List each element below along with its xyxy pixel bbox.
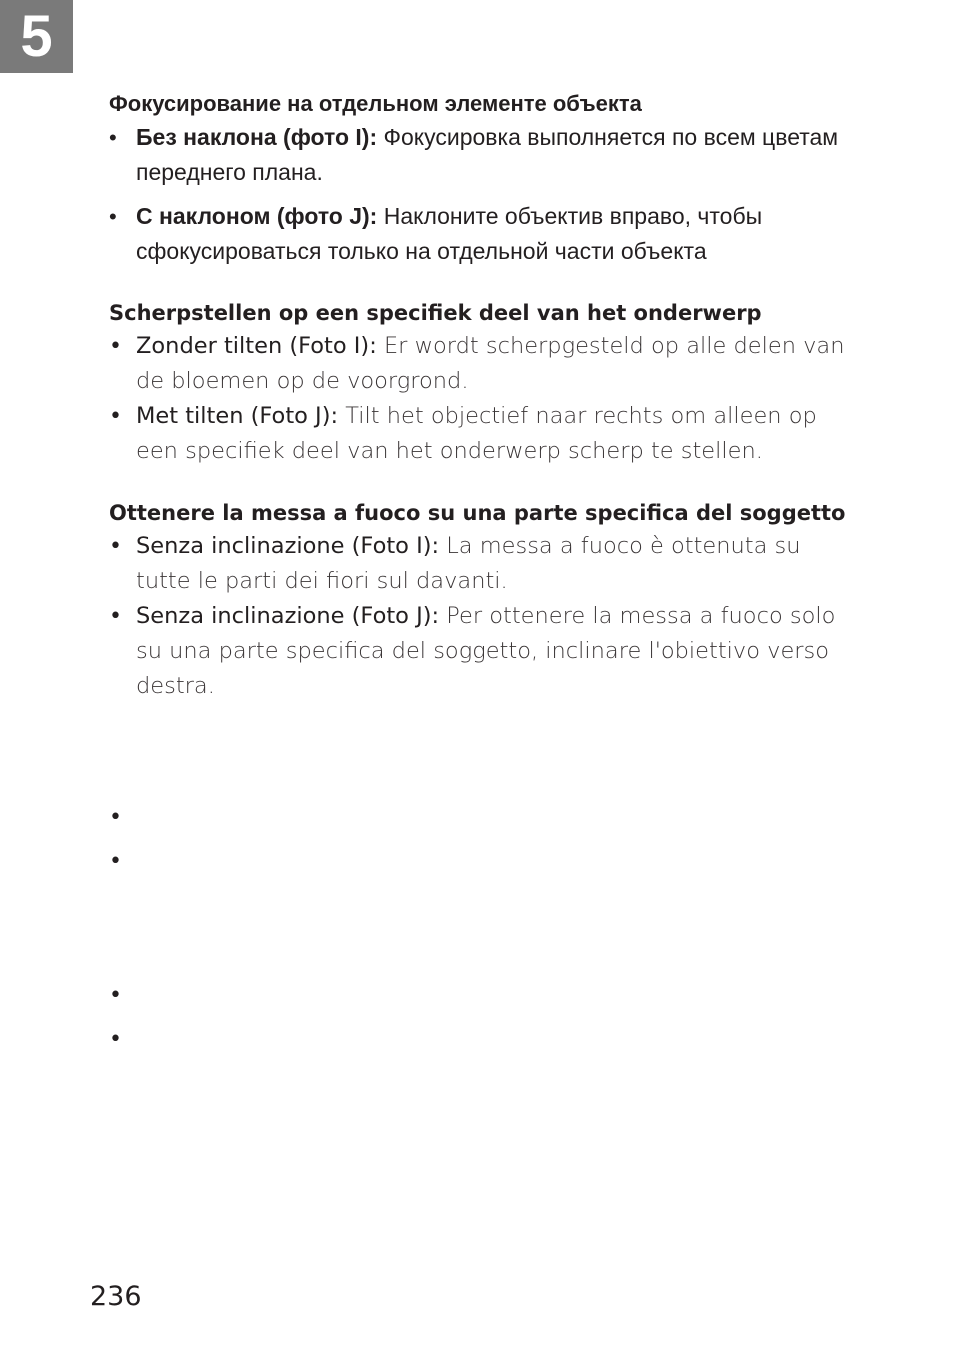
bullet-list [109,120,854,269]
bullet-list [109,329,854,469]
chapter-tab: 5 [0,0,73,73]
item-desc: Наклоните объектив вправо, чтобы сфокусироваться только на отдельной части объекта [136,203,763,264]
list-item [109,329,854,399]
item-desc: La messa a fuoco è ottenuta su tutte le parti dei fiori sul davanti. [136,533,801,594]
list-item [109,120,854,190]
empty-bullet: • [109,849,122,874]
item-term: Без наклона (фото I): [136,124,378,150]
item-term: Met tilten (Foto J): [136,403,339,429]
item-term: Senza inclinazione (Foto J): [136,603,440,629]
section-russian [109,88,854,269]
item-term: Senza inclinazione (Foto I): [136,533,440,559]
section-heading: Scherpstellen op een specifiek deel van het onderwerp [109,301,762,325]
item-desc: Er wordt scherpgesteld op alle delen van de bloemen op de voorgrond. [136,333,845,394]
page-number: 236 [90,1281,142,1312]
item-term: С наклоном (фото J): [136,203,378,229]
item-desc: Per ottenere la messa a fuoco solo su una parte specifica del soggetto, inclinare l'obiettivo verso destra. [136,603,836,699]
item-desc: Фокусировка выполняется по всем цветам переднего плана. [136,124,839,185]
empty-bullet: • [109,983,122,1008]
bullet-list [109,529,854,704]
list-item [109,399,854,469]
section-heading: Фокусирование на отдельном элементе объекта [109,91,642,116]
list-item [109,599,854,704]
item-desc: Tilt het objectief naar rechts om alleen op een specifiek deel van het onderwerp scherp te stellen. [136,403,817,464]
empty-bullet: • [109,805,122,830]
section-heading: Ottenere la messa a fuoco su una parte specifica del soggetto [109,501,846,525]
list-item [109,199,854,269]
section-italian [109,497,854,704]
empty-bullet: • [109,1027,122,1052]
list-item [109,529,854,599]
section-dutch [109,297,854,469]
item-term: Zonder tilten (Foto I): [136,333,377,359]
